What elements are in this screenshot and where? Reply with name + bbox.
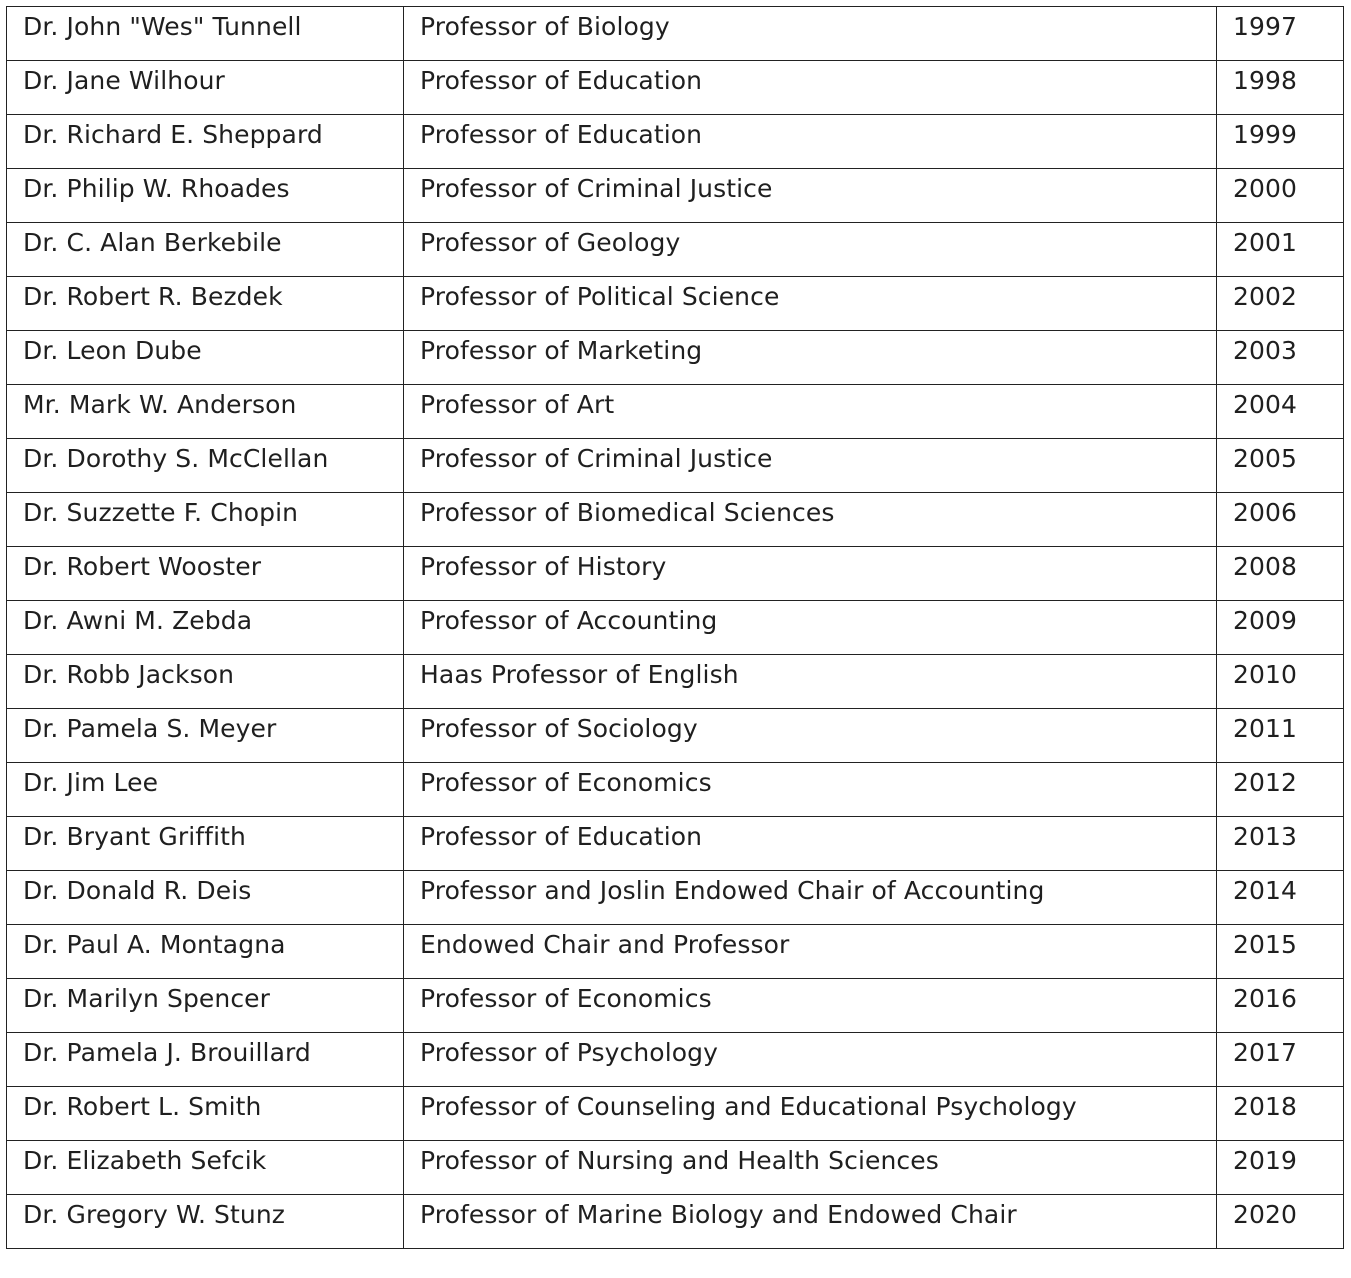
title-cell: Professor of Sociology [404, 709, 1217, 763]
table-row [7, 979, 1344, 1033]
year-cell: 2006 [1217, 493, 1344, 547]
year-cell: 2014 [1217, 871, 1344, 925]
year-cell: 2008 [1217, 547, 1344, 601]
title-cell: Professor of Criminal Justice [404, 169, 1217, 223]
recipients-table-body [7, 7, 1344, 1249]
year-cell: 1998 [1217, 61, 1344, 115]
title-cell: Professor of Economics [404, 763, 1217, 817]
title-cell: Professor of Counseling and Educational Psychology [404, 1087, 1217, 1141]
table-row [7, 1141, 1344, 1195]
year-cell: 2011 [1217, 709, 1344, 763]
year-cell: 1997 [1217, 7, 1344, 61]
year-cell: 2015 [1217, 925, 1344, 979]
title-cell: Professor of Marketing [404, 331, 1217, 385]
table-row [7, 115, 1344, 169]
title-cell: Professor of Geology [404, 223, 1217, 277]
name-cell: Dr. Gregory W. Stunz [7, 1195, 404, 1249]
title-cell: Professor of History [404, 547, 1217, 601]
table-row [7, 817, 1344, 871]
name-cell: Dr. John "Wes" Tunnell [7, 7, 404, 61]
name-cell: Dr. C. Alan Berkebile [7, 223, 404, 277]
year-cell: 2005 [1217, 439, 1344, 493]
name-cell: Dr. Pamela J. Brouillard [7, 1033, 404, 1087]
year-cell: 2017 [1217, 1033, 1344, 1087]
table-row [7, 655, 1344, 709]
title-cell: Professor of Accounting [404, 601, 1217, 655]
name-cell: Mr. Mark W. Anderson [7, 385, 404, 439]
title-cell: Professor of Art [404, 385, 1217, 439]
table-row [7, 547, 1344, 601]
year-cell: 2013 [1217, 817, 1344, 871]
table-row [7, 385, 1344, 439]
table-row [7, 709, 1344, 763]
year-cell: 2004 [1217, 385, 1344, 439]
year-cell: 2018 [1217, 1087, 1344, 1141]
title-cell: Endowed Chair and Professor [404, 925, 1217, 979]
title-cell: Professor of Political Science [404, 277, 1217, 331]
name-cell: Dr. Pamela S. Meyer [7, 709, 404, 763]
document-page [6, 6, 1344, 1249]
year-cell: 2019 [1217, 1141, 1344, 1195]
table-row [7, 871, 1344, 925]
table-row [7, 1087, 1344, 1141]
name-cell: Dr. Dorothy S. McClellan [7, 439, 404, 493]
table-row [7, 493, 1344, 547]
year-cell: 2012 [1217, 763, 1344, 817]
name-cell: Dr. Awni M. Zebda [7, 601, 404, 655]
year-cell: 2009 [1217, 601, 1344, 655]
year-cell: 2010 [1217, 655, 1344, 709]
name-cell: Dr. Marilyn Spencer [7, 979, 404, 1033]
recipients-table [6, 6, 1344, 1249]
name-cell: Dr. Robert R. Bezdek [7, 277, 404, 331]
table-row [7, 925, 1344, 979]
name-cell: Dr. Robert Wooster [7, 547, 404, 601]
table-row [7, 277, 1344, 331]
year-cell: 2000 [1217, 169, 1344, 223]
title-cell: Professor of Biology [404, 7, 1217, 61]
name-cell: Dr. Donald R. Deis [7, 871, 404, 925]
name-cell: Dr. Suzzette F. Chopin [7, 493, 404, 547]
table-row [7, 61, 1344, 115]
name-cell: Dr. Leon Dube [7, 331, 404, 385]
title-cell: Professor of Marine Biology and Endowed Chair [404, 1195, 1217, 1249]
year-cell: 2001 [1217, 223, 1344, 277]
title-cell: Professor and Joslin Endowed Chair of Accounting [404, 871, 1217, 925]
year-cell: 2002 [1217, 277, 1344, 331]
name-cell: Dr. Bryant Griffith [7, 817, 404, 871]
name-cell: Dr. Paul A. Montagna [7, 925, 404, 979]
table-row [7, 1195, 1344, 1249]
name-cell: Dr. Jim Lee [7, 763, 404, 817]
title-cell: Professor of Education [404, 817, 1217, 871]
table-row [7, 439, 1344, 493]
table-row [7, 7, 1344, 61]
table-row [7, 223, 1344, 277]
table-row [7, 169, 1344, 223]
year-cell: 1999 [1217, 115, 1344, 169]
title-cell: Professor of Education [404, 61, 1217, 115]
name-cell: Dr. Philip W. Rhoades [7, 169, 404, 223]
year-cell: 2003 [1217, 331, 1344, 385]
year-cell: 2016 [1217, 979, 1344, 1033]
table-row [7, 1033, 1344, 1087]
name-cell: Dr. Robb Jackson [7, 655, 404, 709]
table-row [7, 601, 1344, 655]
title-cell: Professor of Biomedical Sciences [404, 493, 1217, 547]
title-cell: Professor of Nursing and Health Sciences [404, 1141, 1217, 1195]
title-cell: Professor of Economics [404, 979, 1217, 1033]
title-cell: Professor of Psychology [404, 1033, 1217, 1087]
table-row [7, 763, 1344, 817]
name-cell: Dr. Elizabeth Sefcik [7, 1141, 404, 1195]
title-cell: Professor of Education [404, 115, 1217, 169]
name-cell: Dr. Robert L. Smith [7, 1087, 404, 1141]
title-cell: Haas Professor of English [404, 655, 1217, 709]
table-row [7, 331, 1344, 385]
year-cell: 2020 [1217, 1195, 1344, 1249]
title-cell: Professor of Criminal Justice [404, 439, 1217, 493]
name-cell: Dr. Jane Wilhour [7, 61, 404, 115]
name-cell: Dr. Richard E. Sheppard [7, 115, 404, 169]
